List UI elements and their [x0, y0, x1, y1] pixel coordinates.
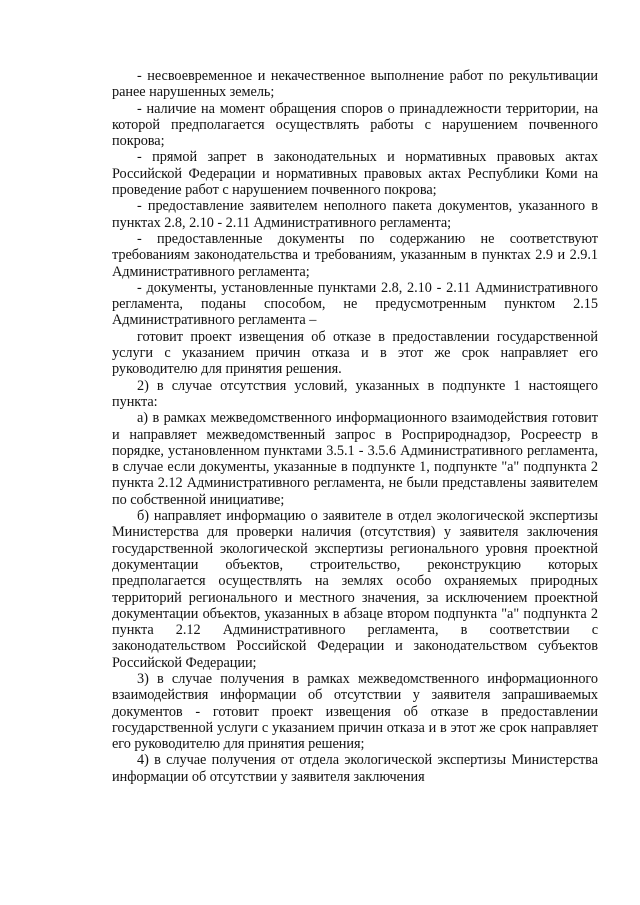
list-item-untimely-reclamation: - несвоевременное и некачественное выполнение работ по рекультивации ранее нарушенных земель; [112, 68, 598, 101]
paragraph-item-3: 3) в случае получения в рамках межведомственного информационного взаимодействия информации об отсутствии у заявителя запрашиваемых документов - готовит проект извещения об отказе в предоставлении государственной услуги с указанием причин отказа и в этот же срок направляет его руководителю для принятия решения; [112, 670, 598, 753]
list-item-direct-prohibition: - прямой запрет в законодательных и нормативных правовых актах Российской Федерации и нормативных правовых актах Республики Коми на проведение работ с нарушением почвенного покрова; [112, 149, 598, 199]
paragraph-item-2: 2) в случае отсутствия условий, указанных в подпункте 1 настоящего пункта: [112, 377, 598, 410]
paragraph-item-2a: а) в рамках межведомственного информационного взаимодействия готовит и направляет межведомственный запрос в Росприроднадзор, Росреестр в порядке, установленном пунктами 3.5.1 - 3.5.6 Административного регламента, в случае если документы, указанные в подпункте 1, подпункте "а" подпункта 2 пункта 2.12 Административного регламента, не были представлены заявителем по собственной инициативе; [112, 410, 598, 508]
list-item-noncompliant-documents: - предоставленные документы по содержанию не соответствуют требованиям законодательства и требованиям, указанным в пунктах 2.9 и 2.9.1 Административного регламента; [112, 230, 598, 280]
list-item-incomplete-package: - предоставление заявителем неполного пакета документов, указанного в пунктах 2.8, 2.10 - 2.11 Административного регламента; [112, 198, 598, 231]
paragraph-refusal-draft: готовит проект извещения об отказе в предоставлении государственной услуги с указанием причин отказа и в этот же срок направляет его руководителю для принятия решения. [112, 328, 598, 378]
list-item-territory-dispute: - наличие на момент обращения споров о принадлежности территории, на которой предполагается осуществлять работы с нарушением почвенного покрова; [112, 100, 598, 150]
paragraph-item-4: 4) в случае получения от отдела экологической экспертизы Министерства информации об отсутствии у заявителя заключения [112, 752, 598, 785]
list-item-improper-submission: - документы, установленные пунктами 2.8, 2.10 - 2.11 Административного регламента, поданы способом, не предусмотренным пунктом 2.15 Административного регламента – [112, 279, 598, 329]
paragraph-item-2b: б) направляет информацию о заявителе в отдел экологической экспертизы Министерства для проверки наличия (отсутствия) у заявителя заключения государственной экологической экспертизы регионального уровня проектной документации объектов, строительство, реконструкцию которых предполагается осуществлять на землях особо охраняемых природных территорий регионального и местного значения, за исключением проектной документации объектов, указанных в абзаце втором подпункта "а" подпункта 2 пункта 2.12 Административного регламента, в соответствии с законодательством Российской Федерации и законодательством субъектов Российской Федерации; [112, 508, 598, 671]
